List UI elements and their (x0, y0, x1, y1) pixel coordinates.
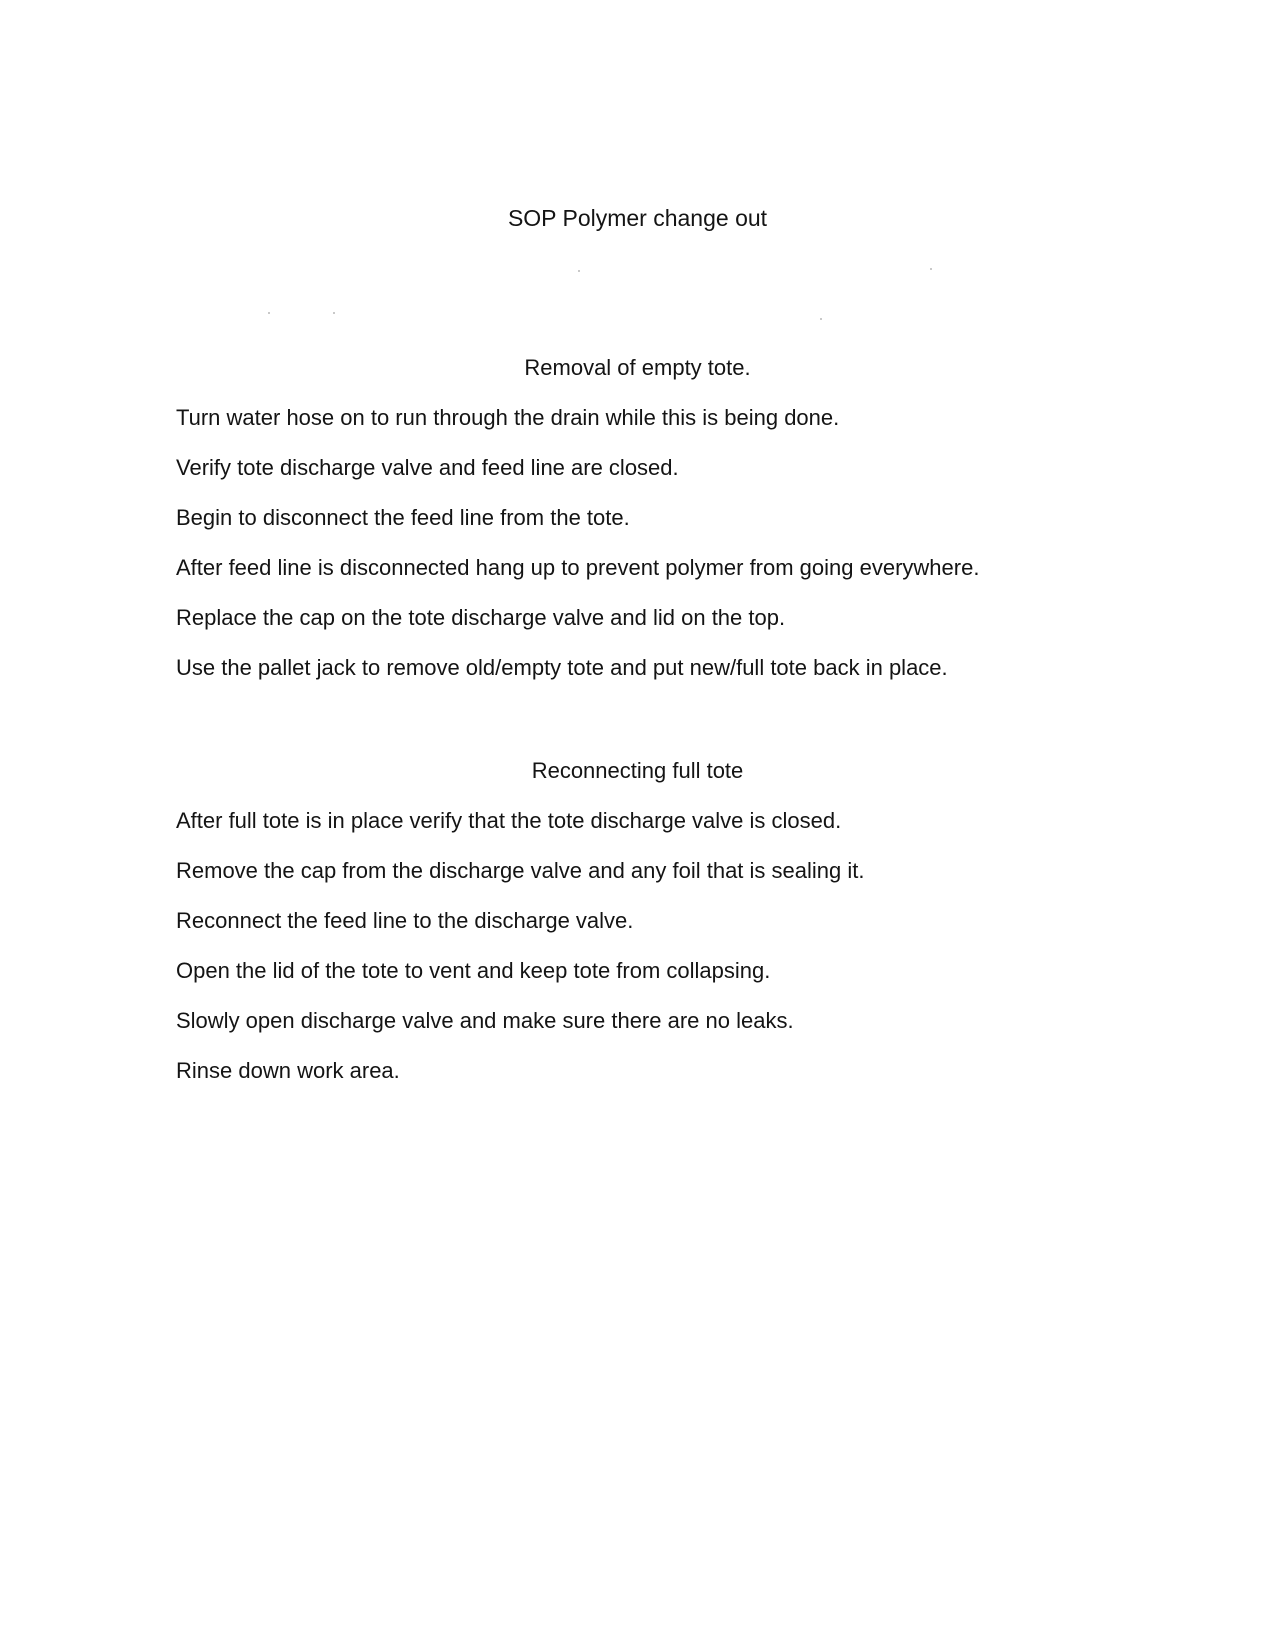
scan-speck (930, 268, 932, 270)
scan-speck (578, 270, 580, 272)
document-title: SOP Polymer change out (507, 205, 768, 231)
section-heading-reconnect: Reconnecting full tote (531, 758, 744, 783)
step-item: Reconnect the feed line to the discharge valve. (176, 908, 634, 933)
reconnect-steps-list (176, 806, 1176, 1106)
step-item: Remove the cap from the discharge valve and any foil that is sealing it. (176, 858, 865, 883)
step-item: Use the pallet jack to remove old/empty tote and put new/full tote back in place. (176, 655, 948, 680)
step-item: Begin to disconnect the feed line from the tote. (176, 505, 630, 530)
step-item: After feed line is disconnected hang up to prevent polymer from going everywhere. (176, 555, 980, 580)
step-item: Verify tote discharge valve and feed line are closed. (176, 455, 679, 480)
step-item: Open the lid of the tote to vent and keep tote from collapsing. (176, 958, 771, 983)
scan-speck (333, 312, 335, 314)
step-item: Slowly open discharge valve and make sure there are no leaks. (176, 1008, 794, 1033)
step-item: Replace the cap on the tote discharge valve and lid on the top. (176, 605, 786, 630)
section-heading-removal: Removal of empty tote. (524, 355, 751, 380)
step-item: After full tote is in place verify that the tote discharge valve is closed. (176, 808, 842, 833)
step-item: Rinse down work area. (176, 1058, 400, 1083)
step-item: Turn water hose on to run through the drain while this is being done. (176, 405, 840, 430)
scan-speck (820, 318, 822, 320)
removal-steps-list (176, 403, 1176, 703)
scan-speck (268, 312, 270, 314)
